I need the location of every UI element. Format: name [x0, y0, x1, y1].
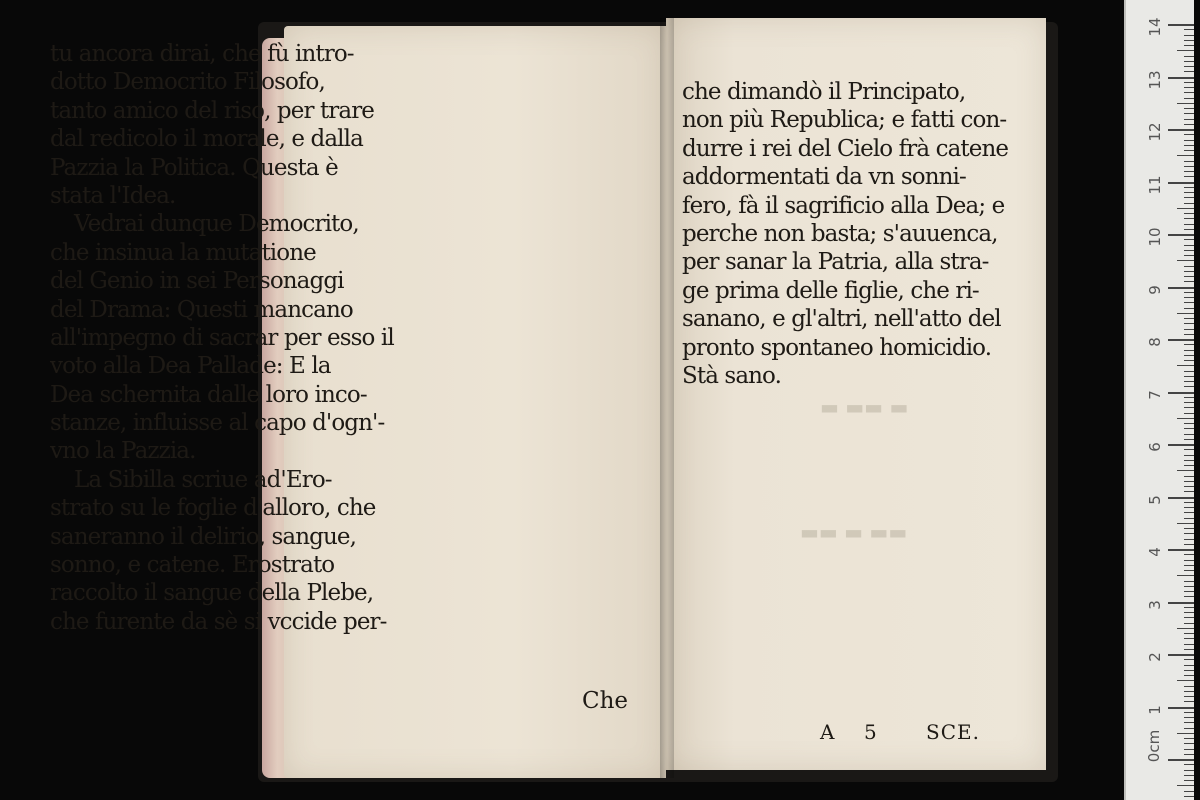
ruler-tick: [1184, 481, 1194, 482]
ruler-tick: [1184, 539, 1194, 540]
ruler-label: 5: [1146, 494, 1164, 505]
ruler-tick: [1184, 171, 1194, 172]
text-line: del Drama: Questi mancano: [50, 296, 353, 323]
ruler-tick: [1184, 528, 1194, 529]
ruler-tick: [1184, 187, 1194, 188]
ruler-tick: [1184, 134, 1194, 135]
ruler-tick: [1184, 449, 1194, 450]
text-line: del Genio in sei Personaggi: [50, 268, 344, 295]
ruler-tick: [1177, 785, 1194, 786]
ruler-tick: [1184, 633, 1194, 634]
text-line: tu ancora dirai, che fù intro-: [50, 41, 354, 67]
ruler-tick: [1184, 717, 1194, 718]
ruler-tick: [1184, 255, 1194, 256]
ruler-tick: [1184, 413, 1194, 414]
ruler-tick: [1184, 738, 1194, 739]
ruler-tick: [1184, 239, 1194, 240]
ruler-tick: [1184, 507, 1194, 508]
ruler-tick: [1184, 596, 1194, 597]
ruler-tick: [1184, 108, 1194, 109]
ruler-tick: [1184, 224, 1194, 225]
ruler-tick: [1177, 208, 1194, 209]
ruler-tick: [1184, 423, 1194, 424]
ruler-tick: [1184, 302, 1194, 303]
text-line: che furente da sè si vccide per-: [50, 608, 387, 635]
ruler-tick: [1168, 444, 1194, 446]
catchword: Che: [582, 688, 629, 714]
ruler-tick: [1184, 701, 1194, 702]
ruler-tick: [1184, 722, 1194, 723]
text-line: fero, fà il sagrificio alla Dea; e: [682, 192, 1005, 219]
ruler-tick: [1184, 92, 1194, 93]
ruler-tick: [1184, 113, 1194, 114]
ruler-label: 7: [1146, 389, 1164, 400]
text-line: Dea schernita dalle loro inco-: [50, 381, 367, 408]
text-line: che insinua la mutatione: [50, 239, 316, 266]
show-through-texture: ▬▬ ▬ ▬▬: [800, 520, 908, 544]
ruler-tick: [1184, 66, 1194, 67]
ruler-tick: [1177, 418, 1194, 419]
ruler-tick: [1177, 365, 1194, 366]
ruler-tick: [1184, 560, 1194, 561]
ruler-label: 4: [1146, 547, 1164, 557]
ruler-tick: [1184, 381, 1194, 382]
ruler-tick: [1184, 355, 1194, 356]
ruler-tick: [1184, 460, 1194, 461]
ruler-tick: [1168, 759, 1194, 761]
ruler-tick: [1184, 87, 1194, 88]
ruler-tick: [1184, 56, 1194, 57]
ruler-tick: [1184, 197, 1194, 198]
ruler-label: 3: [1146, 599, 1164, 610]
ruler-tick: [1184, 570, 1194, 571]
ruler-tick: [1184, 780, 1194, 781]
ruler-tick: [1184, 229, 1194, 230]
ruler-tick: [1184, 691, 1194, 692]
ruler-tick: [1184, 245, 1194, 246]
text-line: raccolto il sangue della Plebe,: [50, 580, 374, 607]
text-line: stata l'Idea.: [50, 182, 176, 209]
ruler-tick: [1177, 733, 1194, 734]
ruler-tick: [1184, 796, 1194, 797]
ruler-tick: [1184, 376, 1194, 377]
ruler-tick: [1177, 470, 1194, 471]
ruler-tick: [1168, 287, 1194, 289]
ruler-tick: [1177, 50, 1194, 51]
ruler-tick: [1184, 428, 1194, 429]
text-line: stanze, influisse al capo d'ogn'-: [50, 410, 385, 437]
text-line: Vedrai dunque Democrito,: [74, 211, 359, 238]
next-page-catchword: SCE.: [926, 720, 980, 744]
ruler-tick: [1184, 612, 1194, 613]
ruler-tick: [1184, 775, 1194, 776]
ruler-tick: [1184, 29, 1194, 30]
ruler-tick: [1184, 586, 1194, 587]
ruler-tick: [1184, 644, 1194, 645]
ruler-tick: [1184, 203, 1194, 204]
left-page-text: [50, 40, 392, 636]
measurement-ruler: [1124, 0, 1194, 800]
ruler-tick: [1168, 654, 1194, 656]
ruler-tick: [1184, 292, 1194, 293]
text-line: per sanar la Patria, alla stra-: [682, 249, 989, 276]
ruler-tick: [1184, 491, 1194, 492]
ruler-tick: [1184, 791, 1194, 792]
ruler-tick: [1184, 638, 1194, 639]
ruler-tick: [1184, 82, 1194, 83]
ruler-tick: [1184, 670, 1194, 671]
ruler-tick: [1184, 344, 1194, 345]
ruler-tick: [1184, 675, 1194, 676]
text-line: dal redicolo il morale, e dalla: [50, 126, 363, 153]
ruler-tick: [1177, 680, 1194, 681]
ruler-tick: [1184, 518, 1194, 519]
ruler-tick: [1184, 266, 1194, 267]
ruler-tick: [1184, 581, 1194, 582]
ruler-tick: [1177, 523, 1194, 524]
ruler-tick: [1168, 77, 1194, 79]
ruler-tick: [1168, 392, 1194, 394]
book-gutter: [660, 18, 674, 778]
ruler-tick: [1184, 308, 1194, 309]
ruler-tick: [1184, 439, 1194, 440]
ruler-tick: [1184, 350, 1194, 351]
ruler-tick: [1184, 402, 1194, 403]
ruler-label: 11: [1146, 174, 1164, 195]
ruler-tick: [1168, 497, 1194, 499]
ruler-tick: [1184, 686, 1194, 687]
ruler-tick: [1184, 770, 1194, 771]
signature-number: 5: [864, 720, 878, 744]
text-line: vno la Pazzia.: [50, 438, 196, 465]
ruler-tick: [1184, 665, 1194, 666]
text-line: Pazzia la Politica. Questa è: [50, 154, 338, 181]
ruler-tick: [1184, 318, 1194, 319]
ruler-tick: [1168, 129, 1194, 131]
text-line: La Sibilla scriue ad'Ero-: [74, 466, 332, 493]
ruler-tick: [1184, 512, 1194, 513]
ruler-label: 6: [1146, 442, 1164, 452]
ruler-tick: [1184, 71, 1194, 72]
show-through-texture: ▬ ▬▬ ▬: [820, 395, 909, 419]
ruler-tick: [1184, 40, 1194, 41]
ruler-tick: [1168, 182, 1194, 184]
ruler-tick: [1184, 35, 1194, 36]
ruler-tick: [1168, 549, 1194, 551]
ruler-tick: [1168, 234, 1194, 236]
ruler-tick: [1177, 313, 1194, 314]
ruler-tick: [1184, 607, 1194, 608]
text-line: Stà sano.: [682, 362, 782, 389]
ruler-tick: [1168, 339, 1194, 341]
ruler-tick: [1177, 103, 1194, 104]
ruler-tick: [1184, 712, 1194, 713]
text-line: dotto Democrito Filosofo,: [50, 69, 325, 96]
ruler-tick: [1184, 213, 1194, 214]
ruler-label: 10: [1146, 227, 1164, 247]
ruler-label: 0cm: [1145, 729, 1163, 763]
ruler-tick: [1184, 649, 1194, 650]
ruler-tick: [1184, 617, 1194, 618]
ruler-label: 12: [1146, 122, 1164, 142]
ruler-tick: [1184, 728, 1194, 729]
ruler-tick: [1177, 575, 1194, 576]
ruler-tick: [1184, 591, 1194, 592]
ruler-tick: [1184, 297, 1194, 298]
signature-letter: A: [820, 720, 836, 744]
text-line: ge prima delle figlie, che ri-: [682, 277, 979, 304]
ruler-tick: [1184, 476, 1194, 477]
ruler-tick: [1184, 176, 1194, 177]
ruler-tick: [1184, 502, 1194, 503]
ruler-tick: [1184, 145, 1194, 146]
ruler-tick: [1184, 397, 1194, 398]
ruler-tick: [1184, 434, 1194, 435]
text-line: all'impegno di sacrar per esso il: [50, 324, 394, 351]
ruler-tick: [1184, 749, 1194, 750]
ruler-tick: [1184, 45, 1194, 46]
ruler-tick: [1184, 455, 1194, 456]
ruler-label: 14: [1146, 17, 1164, 37]
ruler-tick: [1184, 371, 1194, 372]
text-line: addormentati da vn sonni-: [682, 164, 966, 191]
ruler-tick: [1184, 554, 1194, 555]
ruler-label: 8: [1146, 337, 1164, 347]
ruler-tick: [1184, 124, 1194, 125]
ruler-tick: [1168, 707, 1194, 709]
ruler-tick: [1184, 61, 1194, 62]
ruler-tick: [1184, 565, 1194, 566]
text-line: che dimandò il Principato,: [682, 79, 966, 105]
ruler-tick: [1184, 119, 1194, 120]
ruler-tick: [1184, 140, 1194, 141]
text-line: voto alla Dea Pallade: E la: [50, 353, 331, 380]
ruler-label: 1: [1146, 704, 1164, 715]
ruler-tick: [1184, 623, 1194, 624]
ruler-tick: [1184, 360, 1194, 361]
ruler-tick: [1184, 98, 1194, 99]
text-line: durre i rei del Cielo frà catene: [682, 135, 1009, 162]
ruler-tick: [1184, 754, 1194, 755]
text-line: pronto spontaneo homicidio.: [682, 334, 992, 361]
ruler-tick: [1184, 764, 1194, 765]
text-line: sanano, e gl'altri, nell'atto del: [682, 306, 1001, 333]
ruler-tick: [1184, 166, 1194, 167]
ruler-tick: [1184, 329, 1194, 330]
ruler-tick: [1184, 250, 1194, 251]
ruler-tick: [1184, 192, 1194, 193]
text-line: saneranno il delirio, sangue,: [50, 523, 357, 550]
right-page-text: [682, 78, 1032, 390]
ruler-tick: [1184, 743, 1194, 744]
ruler-tick: [1177, 155, 1194, 156]
ruler-label: 2: [1146, 652, 1164, 662]
text-line: sonno, e catene. Erostrato: [50, 552, 335, 579]
ruler-tick: [1184, 407, 1194, 408]
ruler-tick: [1184, 161, 1194, 162]
ruler-tick: [1184, 465, 1194, 466]
ruler-tick: [1184, 218, 1194, 219]
ruler-tick: [1184, 544, 1194, 545]
ruler-label: 13: [1146, 69, 1164, 90]
ruler-tick: [1184, 323, 1194, 324]
ruler-tick: [1168, 24, 1194, 26]
ruler-tick: [1177, 260, 1194, 261]
ruler-tick: [1184, 486, 1194, 487]
text-line: tanto amico del riso, per trare: [50, 97, 375, 124]
text-line: non più Republica; e fatti con-: [682, 107, 1007, 134]
text-line: strato su le foglie d'alloro, che: [50, 495, 376, 522]
ruler-tick: [1184, 281, 1194, 282]
ruler-tick: [1184, 696, 1194, 697]
ruler-tick: [1177, 628, 1194, 629]
ruler-tick: [1184, 271, 1194, 272]
ruler-tick: [1168, 602, 1194, 604]
ruler-tick: [1184, 276, 1194, 277]
ruler-label: 9: [1146, 284, 1164, 295]
ruler-tick: [1184, 150, 1194, 151]
ruler-tick: [1184, 334, 1194, 335]
ruler-tick: [1184, 533, 1194, 534]
text-line: perche non basta; s'auuenca,: [682, 220, 998, 247]
ruler-tick: [1184, 659, 1194, 660]
ruler-tick: [1184, 386, 1194, 387]
